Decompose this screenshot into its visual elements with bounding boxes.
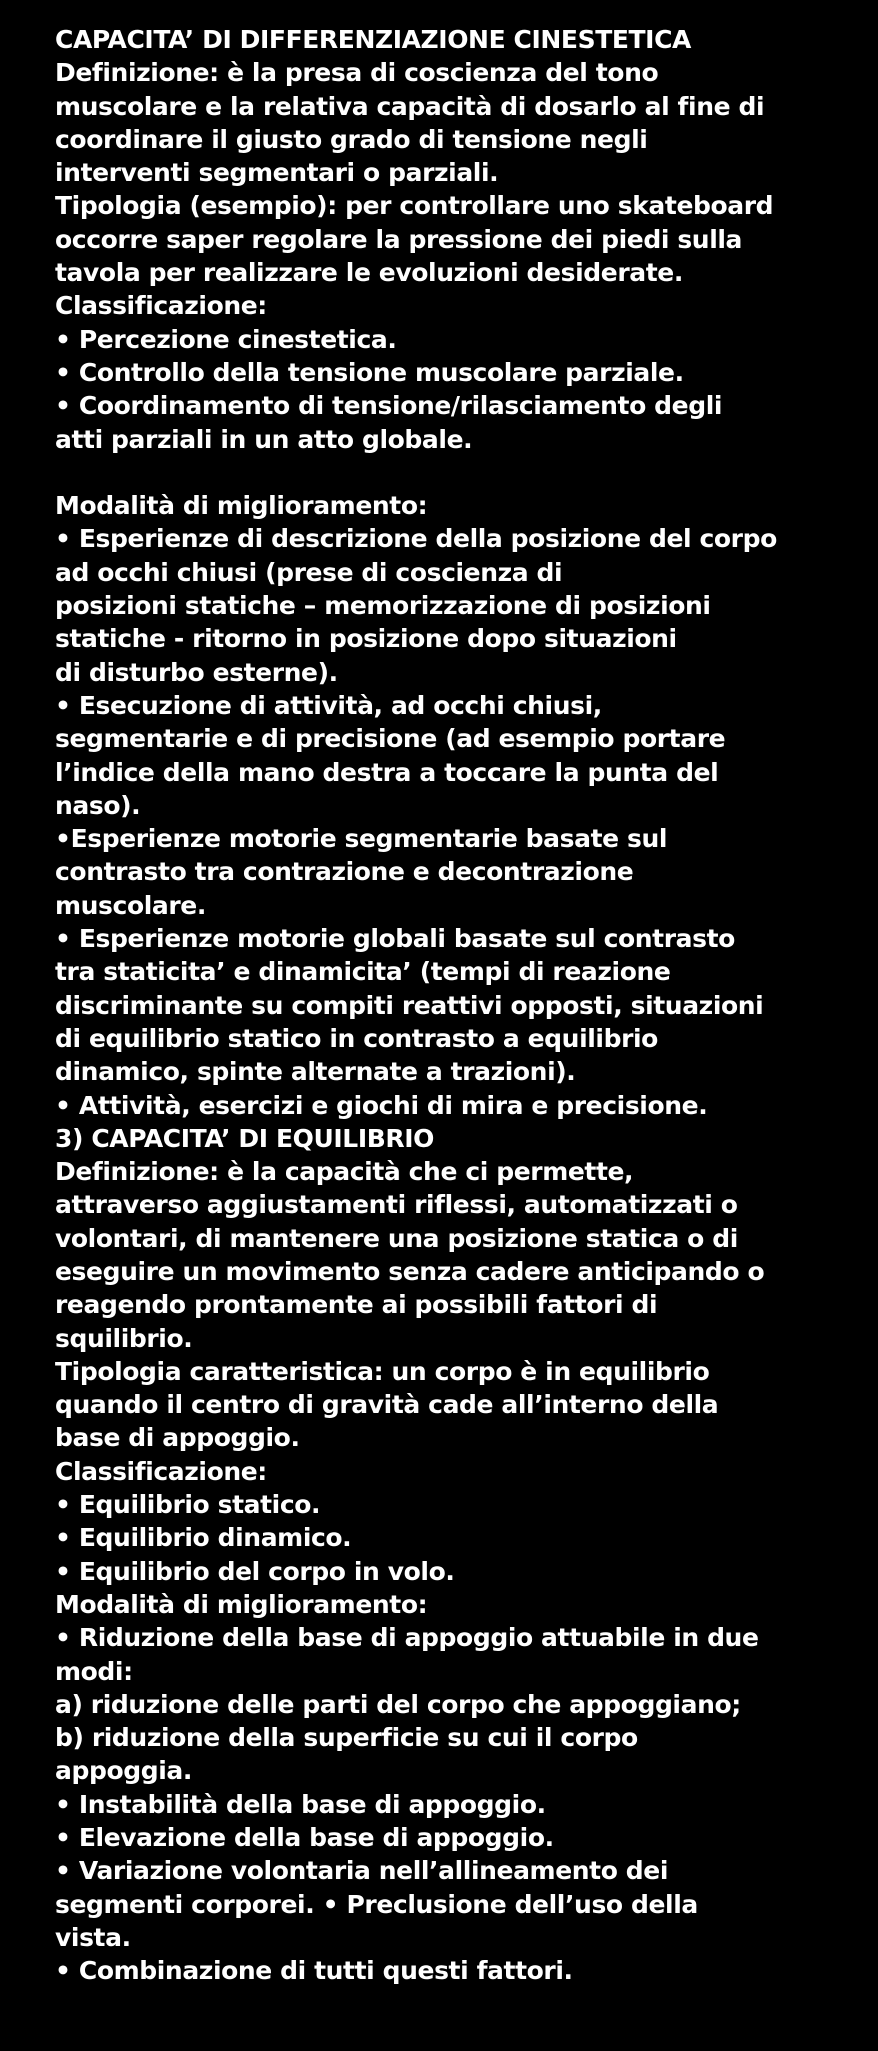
text-line: • Elevazione della base di appoggio. xyxy=(55,1823,554,1853)
text-line: a) riduzione delle parti del corpo che appoggiano; xyxy=(55,1689,741,1719)
text-line: discriminante su compiti reattivi opposti, situazioni xyxy=(55,990,764,1020)
text-line: Classificazione: xyxy=(55,1456,267,1486)
text-line: • Percezione cinestetica. xyxy=(55,324,397,354)
text-line: attraverso aggiustamenti riflessi, automatizzati o xyxy=(55,1190,738,1220)
text-line: Classificazione: xyxy=(55,291,267,321)
text-line: • Combinazione di tutti questi fattori. xyxy=(55,1956,573,1986)
text-line: posizioni statiche – memorizzazione di posizioni xyxy=(55,591,711,621)
text-line: segmentarie e di precisione (ad esempio portare xyxy=(55,724,726,754)
text-line: appoggia. xyxy=(55,1756,192,1786)
document-text xyxy=(55,23,855,1988)
text-line: 3) CAPACITA’ DI EQUILIBRIO xyxy=(55,1123,434,1153)
text-line: • Equilibrio statico. xyxy=(55,1490,321,1520)
text-line: coordinare il giusto grado di tensione negli xyxy=(55,124,648,154)
text-line: occorre saper regolare la pressione dei piedi sulla xyxy=(55,224,743,254)
text-line: •Esperienze motorie segmentarie basate sul xyxy=(55,824,668,854)
text-line: modi: xyxy=(55,1656,133,1686)
blank-line xyxy=(55,456,855,489)
text-line: atti parziali in un atto globale. xyxy=(55,424,473,454)
text-line: • Esperienze motorie globali basate sul contrasto xyxy=(55,924,735,954)
text-line: muscolare e la relativa capacità di dosarlo al fine di xyxy=(55,91,765,121)
text-line: b) riduzione della superficie su cui il corpo xyxy=(55,1723,638,1753)
text-line: naso). xyxy=(55,790,141,820)
text-line: volontari, di mantenere una posizione statica o di xyxy=(55,1223,738,1253)
text-line: • Esecuzione di attività, ad occhi chiusi, xyxy=(55,690,602,720)
text-line: eseguire un movimento senza cadere anticipando o xyxy=(55,1256,765,1286)
text-line: • Coordinamento di tensione/rilasciamento degli xyxy=(55,391,723,421)
text-line: ad occhi chiusi (prese di coscienza di xyxy=(55,557,563,587)
text-line: interventi segmentari o parziali. xyxy=(55,158,499,188)
text-line: • Equilibrio del corpo in volo. xyxy=(55,1556,455,1586)
text-line: Modalità di miglioramento: xyxy=(55,491,428,521)
text-line: CAPACITA’ DI DIFFERENZIAZIONE CINESTETICA xyxy=(55,25,691,54)
text-line: dinamico, spinte alternate a trazioni). xyxy=(55,1057,576,1087)
text-line: muscolare. xyxy=(55,890,206,920)
text-line: squilibrio. xyxy=(55,1323,193,1353)
text-line: • Variazione volontaria nell’allineamento dei xyxy=(55,1856,669,1886)
text-line: • Riduzione della base di appoggio attuabile in due xyxy=(55,1623,759,1653)
text-line: Tipologia (esempio): per controllare uno skateboard xyxy=(55,191,774,221)
text-line: vista. xyxy=(55,1922,131,1952)
text-line: di equilibrio statico in contrasto a equilibrio xyxy=(55,1023,658,1053)
text-line: base di appoggio. xyxy=(55,1423,300,1453)
text-line: segmenti corporei. • Preclusione dell’uso della xyxy=(55,1889,698,1919)
text-line: reagendo prontamente ai possibili fattori di xyxy=(55,1290,658,1320)
text-line: contrasto tra contrazione e decontrazione xyxy=(55,857,634,887)
text-line: di disturbo esterne). xyxy=(55,657,338,687)
text-line: statiche - ritorno in posizione dopo situazioni xyxy=(55,624,677,654)
text-line: Definizione: è la capacità che ci permette, xyxy=(55,1157,634,1187)
text-line: tra staticita’ e dinamicita’ (tempi di reazione xyxy=(55,957,671,987)
text-line: • Attività, esercizi e giochi di mira e precisione. xyxy=(55,1090,708,1120)
text-line: Tipologia caratteristica: un corpo è in equilibrio xyxy=(55,1356,710,1386)
text-line: • Esperienze di descrizione della posizione del corpo xyxy=(55,524,777,554)
text-line: • Instabilità della base di appoggio. xyxy=(55,1789,546,1819)
text-line: • Equilibrio dinamico. xyxy=(55,1523,352,1553)
text-line: Definizione: è la presa di coscienza del tono xyxy=(55,58,659,88)
text-line: • Controllo della tensione muscolare parziale. xyxy=(55,357,684,387)
text-line: l’indice della mano destra a toccare la punta del xyxy=(55,757,719,787)
text-line: tavola per realizzare le evoluzioni desiderate. xyxy=(55,258,683,288)
text-line: quando il centro di gravità cade all’interno della xyxy=(55,1390,719,1420)
text-line: Modalità di miglioramento: xyxy=(55,1589,428,1619)
